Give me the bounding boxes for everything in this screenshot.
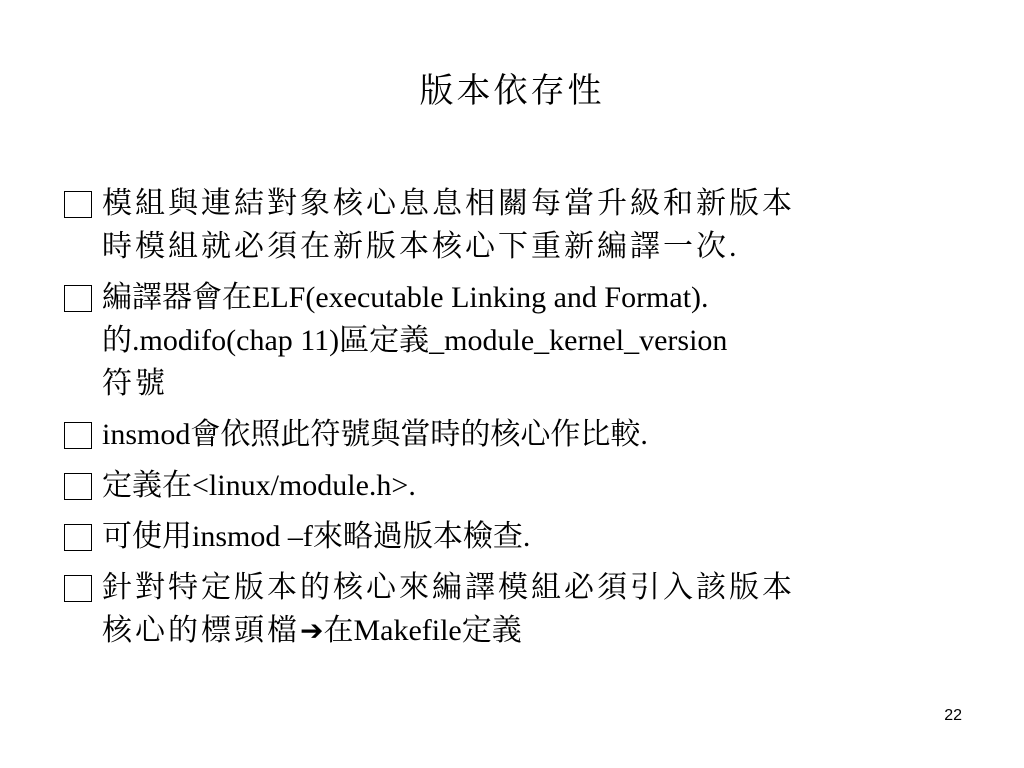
bullet-item-3 [64,413,954,456]
bullet-item-6 [64,566,954,652]
bullet-item-1 [64,182,954,268]
bullet-1-line-2: 時模組就必須在新版本核心下重新編譯一次. [102,230,740,263]
bullet-item-2 [64,276,954,405]
bullet-2-line-2: 的.modifo(chap 11)區定義_module_kernel_version [102,324,728,357]
bullet-2-line-3: 符號 [102,367,168,400]
bullet-6-line-2-after: 在Makefile定義 [323,614,522,647]
bullet-item-4 [64,464,954,507]
bullet-list [64,182,954,660]
bullet-box-icon [64,524,92,551]
bullet-3-line-1: insmod會依照此符號與當時的核心作比較. [102,418,648,451]
bullet-box-icon [64,575,92,602]
right-arrow-icon: ➔ [300,614,324,647]
bullet-item-5 [64,515,954,558]
bullet-5-line-1: 可使用insmod –f來略過版本檢查. [102,520,531,553]
bullet-4-line-1: 定義在<linux/module.h>. [102,469,416,502]
bullet-6-line-2-before: 核心的標頭檔 [102,614,300,647]
bullet-6-line-1: 針對特定版本的核心來編譯模組必須引入該版本 [102,571,795,604]
bullet-1-line-1: 模組與連結對象核心息息相關每當升級和新版本 [102,187,795,220]
bullet-box-icon [64,285,92,312]
bullet-2-line-1: 編譯器會在ELF(executable Linking and Format). [102,281,709,314]
bullet-6-line-2 [102,609,954,652]
page-number: 22 [944,707,962,724]
bullet-box-icon [64,191,92,218]
bullet-box-icon [64,422,92,449]
slide-title: 版本依存性 [419,73,605,110]
bullet-box-icon [64,473,92,500]
